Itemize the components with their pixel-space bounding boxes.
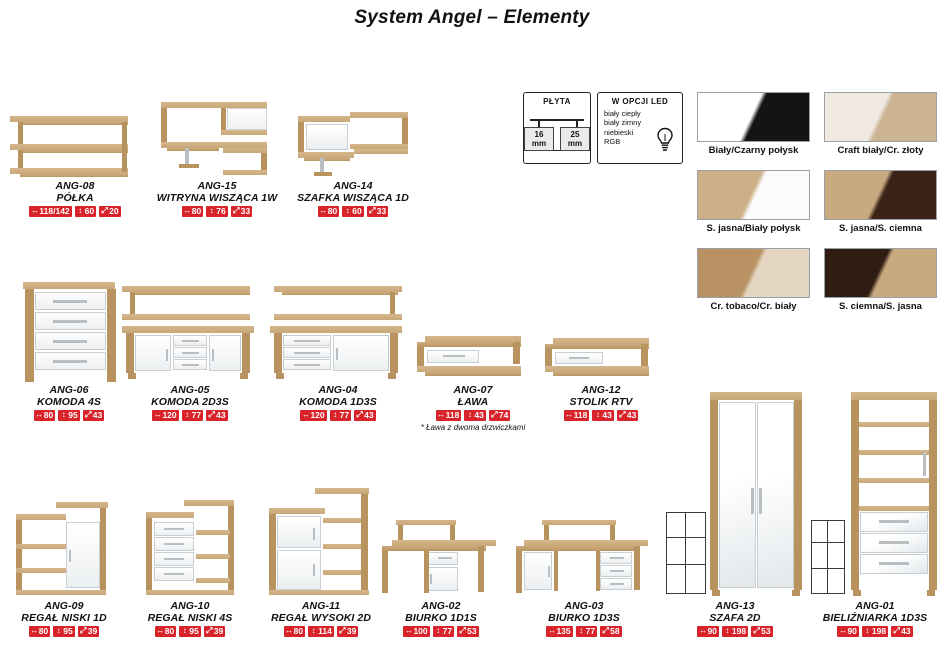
- product-note: * Ława z dwoma drzwiczkami: [420, 422, 526, 432]
- product-code: ANG-04: [318, 384, 358, 396]
- product-code: ANG-08: [55, 180, 95, 192]
- product-code: ANG-14: [333, 180, 373, 192]
- dim-depth: ⤢ 53: [457, 626, 478, 637]
- product-code: ANG-01: [855, 600, 895, 612]
- dim-height: ↕ 198: [722, 626, 748, 637]
- dim-depth: ⤢ 74: [489, 410, 510, 421]
- dim-depth: ⤢ 39: [78, 626, 99, 637]
- product-code: ANG-02: [421, 600, 461, 612]
- swatch-chip: [824, 248, 937, 298]
- dim-height: ↕ 77: [433, 626, 454, 637]
- product-ANG-07: [412, 322, 534, 432]
- dim-height: ↕ 43: [592, 410, 613, 421]
- swatch-label: Cr. tobaco/Cr. biały: [710, 301, 797, 312]
- dim-depth: ⤢ 43: [83, 410, 104, 421]
- product-name: SZAFA 2D: [709, 612, 761, 624]
- plate-thickness-16: 16 mm: [524, 127, 554, 151]
- product-ANG-15: [152, 100, 282, 217]
- dim-width: ↔ 118: [565, 410, 588, 420]
- swatch-label: S. jasna/Biały połysk: [706, 223, 801, 234]
- dim-height: ↕ 77: [576, 626, 597, 637]
- led-option-1: biały ciepły: [604, 109, 641, 118]
- product-name: BIELIŹNIARKA 1D3S: [822, 612, 928, 624]
- product-ANG-12: [540, 322, 662, 421]
- dim-depth: ⤢ 39: [337, 626, 358, 637]
- dim-width: ↔ 90: [698, 626, 717, 636]
- dim-width: ↔ 80: [35, 410, 54, 420]
- dim-depth: ⤢ 33: [367, 206, 388, 217]
- dimensions: [512, 626, 656, 637]
- dim-height: ↕ 95: [53, 626, 74, 637]
- dim-width: ↔ 80: [183, 206, 202, 216]
- product-name: REGAŁ NISKI 1D: [21, 612, 107, 624]
- swatch-label: S. jasna/S. ciemna: [839, 223, 922, 234]
- led-info-title: W OPCJI LED: [611, 97, 669, 106]
- dim-height: ↕ 95: [179, 626, 200, 637]
- dim-depth: ⤢ 58: [600, 626, 621, 637]
- dimensions: [130, 626, 250, 637]
- dim-height: ↕ 95: [58, 410, 79, 421]
- dimensions: [258, 626, 384, 637]
- product-name: REGAŁ NISKI 4S: [147, 612, 233, 624]
- dim-width: ↔ 120: [301, 410, 325, 420]
- dim-height: ↕ 198: [862, 626, 888, 637]
- product-ANG-06: [4, 278, 134, 421]
- dim-width: ↔ 80: [285, 626, 304, 636]
- product-ANG-04: [266, 282, 410, 421]
- led-option-2: biały zimny: [604, 118, 642, 128]
- dimensions: [412, 410, 534, 421]
- product-name: BIURKO 1D3S: [548, 612, 620, 624]
- dim-width: ↔ 135: [547, 626, 571, 636]
- product-ANG-11: [258, 470, 384, 637]
- swatch-chip: [824, 92, 937, 142]
- product-name: PÓŁKA: [56, 192, 94, 204]
- product-ANG-14: [288, 108, 418, 217]
- dim-width: ↔ 90: [838, 626, 857, 636]
- product-name: KOMODA 2D3S: [151, 396, 229, 408]
- dim-height: ↕ 77: [182, 410, 203, 421]
- product-code: ANG-09: [44, 600, 84, 612]
- dim-height: ↕ 114: [308, 626, 334, 637]
- swatch-label: Craft biały/Cr. złoty: [837, 145, 924, 156]
- product-code: ANG-11: [301, 600, 341, 612]
- product-ANG-10: [130, 490, 250, 637]
- plate-info-box: [523, 92, 591, 164]
- swatch-4: [697, 248, 810, 312]
- product-code: ANG-13: [715, 600, 755, 612]
- product-code: ANG-10: [170, 600, 210, 612]
- dimensions: [266, 410, 410, 421]
- dimensions: [4, 626, 124, 637]
- plate-info-title: PŁYTA: [543, 97, 571, 106]
- product-code: ANG-15: [197, 180, 237, 192]
- swatch-3: [824, 170, 937, 234]
- dim-depth: ⤢ 33: [231, 206, 252, 217]
- dimensions: [118, 410, 262, 421]
- product-ANG-02: [376, 508, 506, 637]
- product-name: SZAFKA WISZĄCA 1D: [297, 192, 409, 204]
- dimensions: [808, 626, 942, 637]
- dim-depth: ⤢ 43: [354, 410, 375, 421]
- dim-width: ↔ 100: [404, 626, 428, 636]
- swatch-chip: [697, 170, 810, 220]
- dim-width: ↔ 80: [156, 626, 175, 636]
- product-name: KOMODA 1D3S: [299, 396, 377, 408]
- product-name: ŁAWA: [457, 396, 489, 408]
- lightbulb-icon: [655, 127, 675, 157]
- dim-depth: ⤢ 43: [891, 626, 912, 637]
- dim-width: ↔ 118/142: [30, 206, 70, 216]
- swatch-1: [824, 92, 937, 156]
- dim-height: ↕ 60: [75, 206, 96, 217]
- product-code: ANG-07: [453, 384, 493, 396]
- led-option-3: niebieski: [604, 127, 634, 137]
- dim-height: ↕ 60: [342, 206, 363, 217]
- dim-depth: ⤢ 53: [751, 626, 772, 637]
- product-ANG-05: [118, 282, 262, 421]
- product-ANG-03: [512, 508, 656, 637]
- dim-depth: ⤢ 43: [206, 410, 227, 421]
- dim-depth: ⤢ 43: [617, 410, 638, 421]
- product-ANG-09: [4, 490, 124, 637]
- swatch-chip: [697, 92, 810, 142]
- dim-depth: ⤢ 39: [204, 626, 225, 637]
- product-name: KOMODA 4S: [36, 396, 102, 408]
- product-name: BIURKO 1D1S: [405, 612, 477, 624]
- swatch-chip: [697, 248, 810, 298]
- product-code: ANG-06: [49, 384, 89, 396]
- dim-width: ↔ 118: [437, 410, 460, 420]
- product-code: ANG-03: [564, 600, 604, 612]
- swatch-0: [697, 92, 810, 156]
- led-option-4: RGB: [604, 137, 621, 147]
- dimensions: [288, 206, 418, 217]
- dim-width: ↔ 80: [319, 206, 338, 216]
- product-name: REGAŁ WYSOKI 2D: [270, 612, 372, 624]
- product-ANG-13: [662, 388, 808, 637]
- product-code: ANG-05: [170, 384, 210, 396]
- swatch-2: [697, 170, 810, 234]
- page-title: System Angel – Elementy: [354, 7, 590, 28]
- swatch-label: Biały/Czarny połysk: [708, 145, 799, 156]
- dim-width: ↔ 80: [30, 626, 49, 636]
- product-ANG-08: [6, 110, 144, 217]
- product-name: WITRYNA WISZĄCA 1W: [156, 192, 278, 204]
- dim-height: ↕ 76: [206, 206, 227, 217]
- dimensions: [376, 626, 506, 637]
- led-info-box: [597, 92, 683, 164]
- dimensions: [662, 626, 808, 637]
- dim-height: ↕ 43: [464, 410, 485, 421]
- swatch-chip: [824, 170, 937, 220]
- dimensions: [540, 410, 662, 421]
- dimensions: [152, 206, 282, 217]
- dim-width: ↔ 120: [153, 410, 177, 420]
- product-name: STOLIK RTV: [569, 396, 633, 408]
- dimensions: [4, 410, 134, 421]
- product-ANG-01: [808, 388, 942, 637]
- product-code: ANG-12: [581, 384, 621, 396]
- dim-depth: ⤢ 20: [99, 206, 120, 217]
- dim-height: ↕ 77: [330, 410, 351, 421]
- swatch-label: S. ciemna/S. jasna: [839, 301, 922, 312]
- dimensions: [6, 206, 144, 217]
- swatch-5: [824, 248, 937, 312]
- plate-thickness-25: 25 mm: [560, 127, 590, 151]
